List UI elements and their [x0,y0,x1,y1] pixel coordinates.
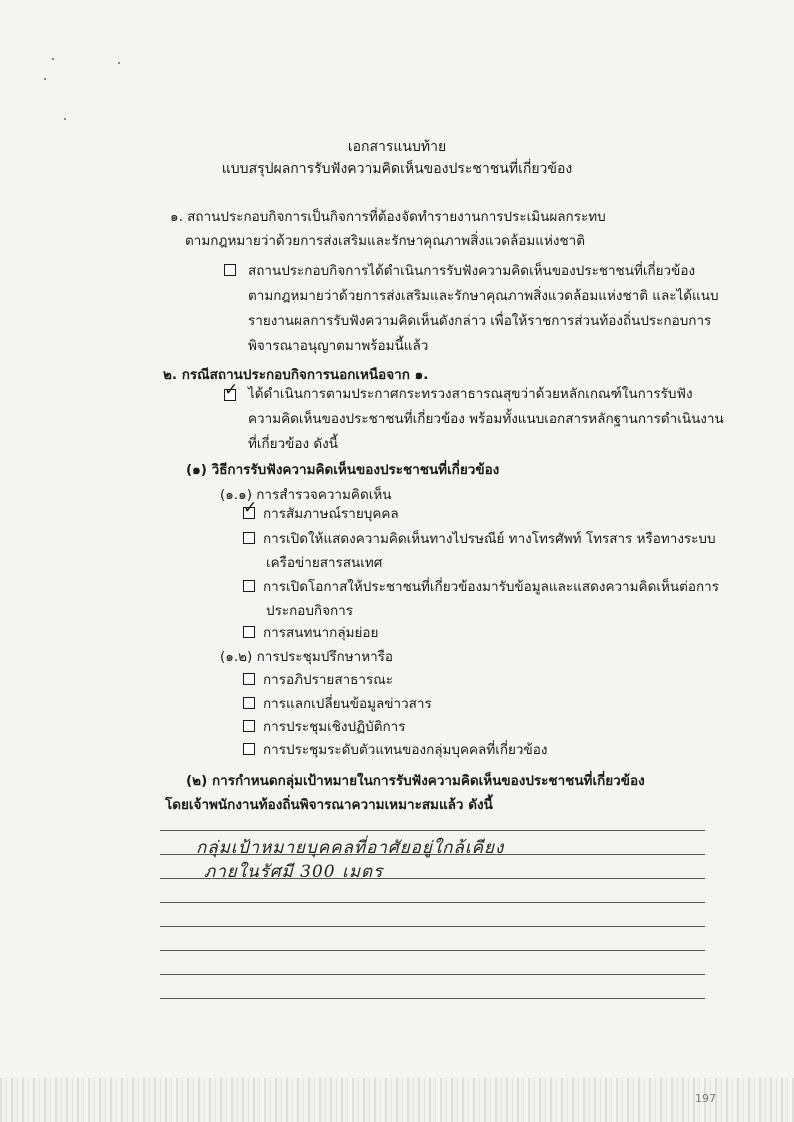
writing-line [160,974,705,975]
survey-item-label-cont: เครือข่ายสารสนเทศ [266,555,383,571]
meeting-item-label: การประชุมระดับตัวแทนของกลุ่มบุคคลที่เกี่ยวข้อง [263,742,548,758]
handwritten-answer-line: กลุ่มเป้าหมายบุคคลที่อาศัยอยู่ใกล้เคียง [196,838,505,858]
target-heading: (๒) การกำหนดกลุ่มเป้าหมายในการรับฟังความคิดเห็นของประชาชนที่เกี่ยวข้อง [186,773,645,789]
survey-item-label: การสนทนากลุ่มย่อย [263,625,379,641]
meeting-item-label: การแลกเปลี่ยนข้อมูลข่าวสาร [263,696,432,712]
section1-option-line: พิจารณาอนุญาตมาพร้อมนี้แล้ว [248,338,429,354]
section2-checkbox[interactable] [224,380,239,401]
survey-checkbox-interview[interactable] [243,498,258,519]
writing-line [160,926,705,927]
section2-heading: ๒. กรณีสถานประกอบกิจการนอกเหนือจาก ๑. [163,367,429,383]
meeting-item-label: การอภิปรายสาธารณะ [263,672,393,688]
scan-speck [64,118,66,120]
writing-line [160,902,705,903]
document-subtitle: แบบสรุปผลการรับฟังความคิดเห็นของประชาชนที่เกี่ยวข้อง [221,161,573,177]
survey-item-label: การเปิดให้แสดงความคิดเห็นทางไปรษณีย์ ทางโทรศัพท์ โทรสาร หรือทางระบบ [263,531,716,547]
meeting-checkbox-representatives[interactable] [243,743,255,755]
section2-option-line: ได้ดำเนินการตามประกาศกระทรวงสาธารณสุขว่าด้วยหลักเกณฑ์ในการรับฟัง [248,386,693,402]
survey-item-label-cont: ประกอบกิจการ [266,603,354,619]
meeting-checkbox-workshop[interactable] [243,720,255,732]
scan-speck [118,62,120,64]
section1-checkbox[interactable] [224,264,236,276]
writing-line [160,998,705,999]
scan-speck [52,58,54,60]
section2-option-line: ความคิดเห็นของประชาชนที่เกี่ยวข้อง พร้อมทั้งแนบเอกสารหลักฐานการดำเนินงาน [248,411,724,427]
meeting-item-label: การประชุมเชิงปฏิบัติการ [263,719,406,735]
scan-noise-band [0,1078,794,1122]
target-heading-cont: โดยเจ้าพนักงานท้องถิ่นพิจารณาความเหมาะสมแล้ว ดังนี้ [165,797,493,813]
methods-heading: (๑) วิธีการรับฟังความคิดเห็นของประชาชนที่เกี่ยวข้อง [186,462,500,478]
survey-item-label: การเปิดโอกาสให้ประชาชนที่เกี่ยวข้องมารับข้อมูลและแสดงความคิดเห็นต่อการ [263,579,719,595]
section1-line2: ตามกฎหมายว่าด้วยการส่งเสริมและรักษาคุณภาพสิ่งแวดล้อมแห่งชาติ [185,233,585,249]
survey-checkbox-open-info[interactable] [243,580,255,592]
handwritten-answer-line: ภายในรัศมี 300 เมตร [204,862,384,882]
survey-item-label: การสัมภาษณ์รายบุคคล [263,506,399,522]
meeting-checkbox-public-debate[interactable] [243,673,255,685]
writing-line [160,830,705,831]
section1-line1: ๑. สถานประกอบกิจการเป็นกิจการที่ต้องจัดทำรายงานการประเมินผลกระทบ [170,209,606,225]
survey-checkbox-remote[interactable] [243,532,255,544]
meeting-checkbox-info-exchange[interactable] [243,697,255,709]
survey-checkbox-focus-group[interactable] [243,626,255,638]
section1-option-line: รายงานผลการรับฟังความคิดเห็นดังกล่าว เพื่อให้ราชการส่วนท้องถิ่นประกอบการ [248,313,712,329]
page-number: 197 [695,1092,716,1105]
section1-option-line: สถานประกอบกิจการได้ดำเนินการรับฟังความคิดเห็นของประชาชนที่เกี่ยวข้อง [248,263,696,279]
meeting-heading: (๑.๒) การประชุมปรึกษาหารือ [220,649,394,665]
document-title: เอกสารแนบท้าย [347,139,447,155]
section2-option-line: ที่เกี่ยวข้อง ดังนี้ [248,436,338,452]
writing-line [160,950,705,951]
check-mark-icon: ✓ [224,380,239,400]
section1-option-line: ตามกฎหมายว่าด้วยการส่งเสริมและรักษาคุณภาพสิ่งแวดล้อมแห่งชาติ และได้แนบ [248,288,719,304]
check-mark-icon: ✓ [243,498,258,518]
scan-speck [44,78,46,80]
survey-heading: (๑.๑) การสำรวจความคิดเห็น [220,487,392,503]
